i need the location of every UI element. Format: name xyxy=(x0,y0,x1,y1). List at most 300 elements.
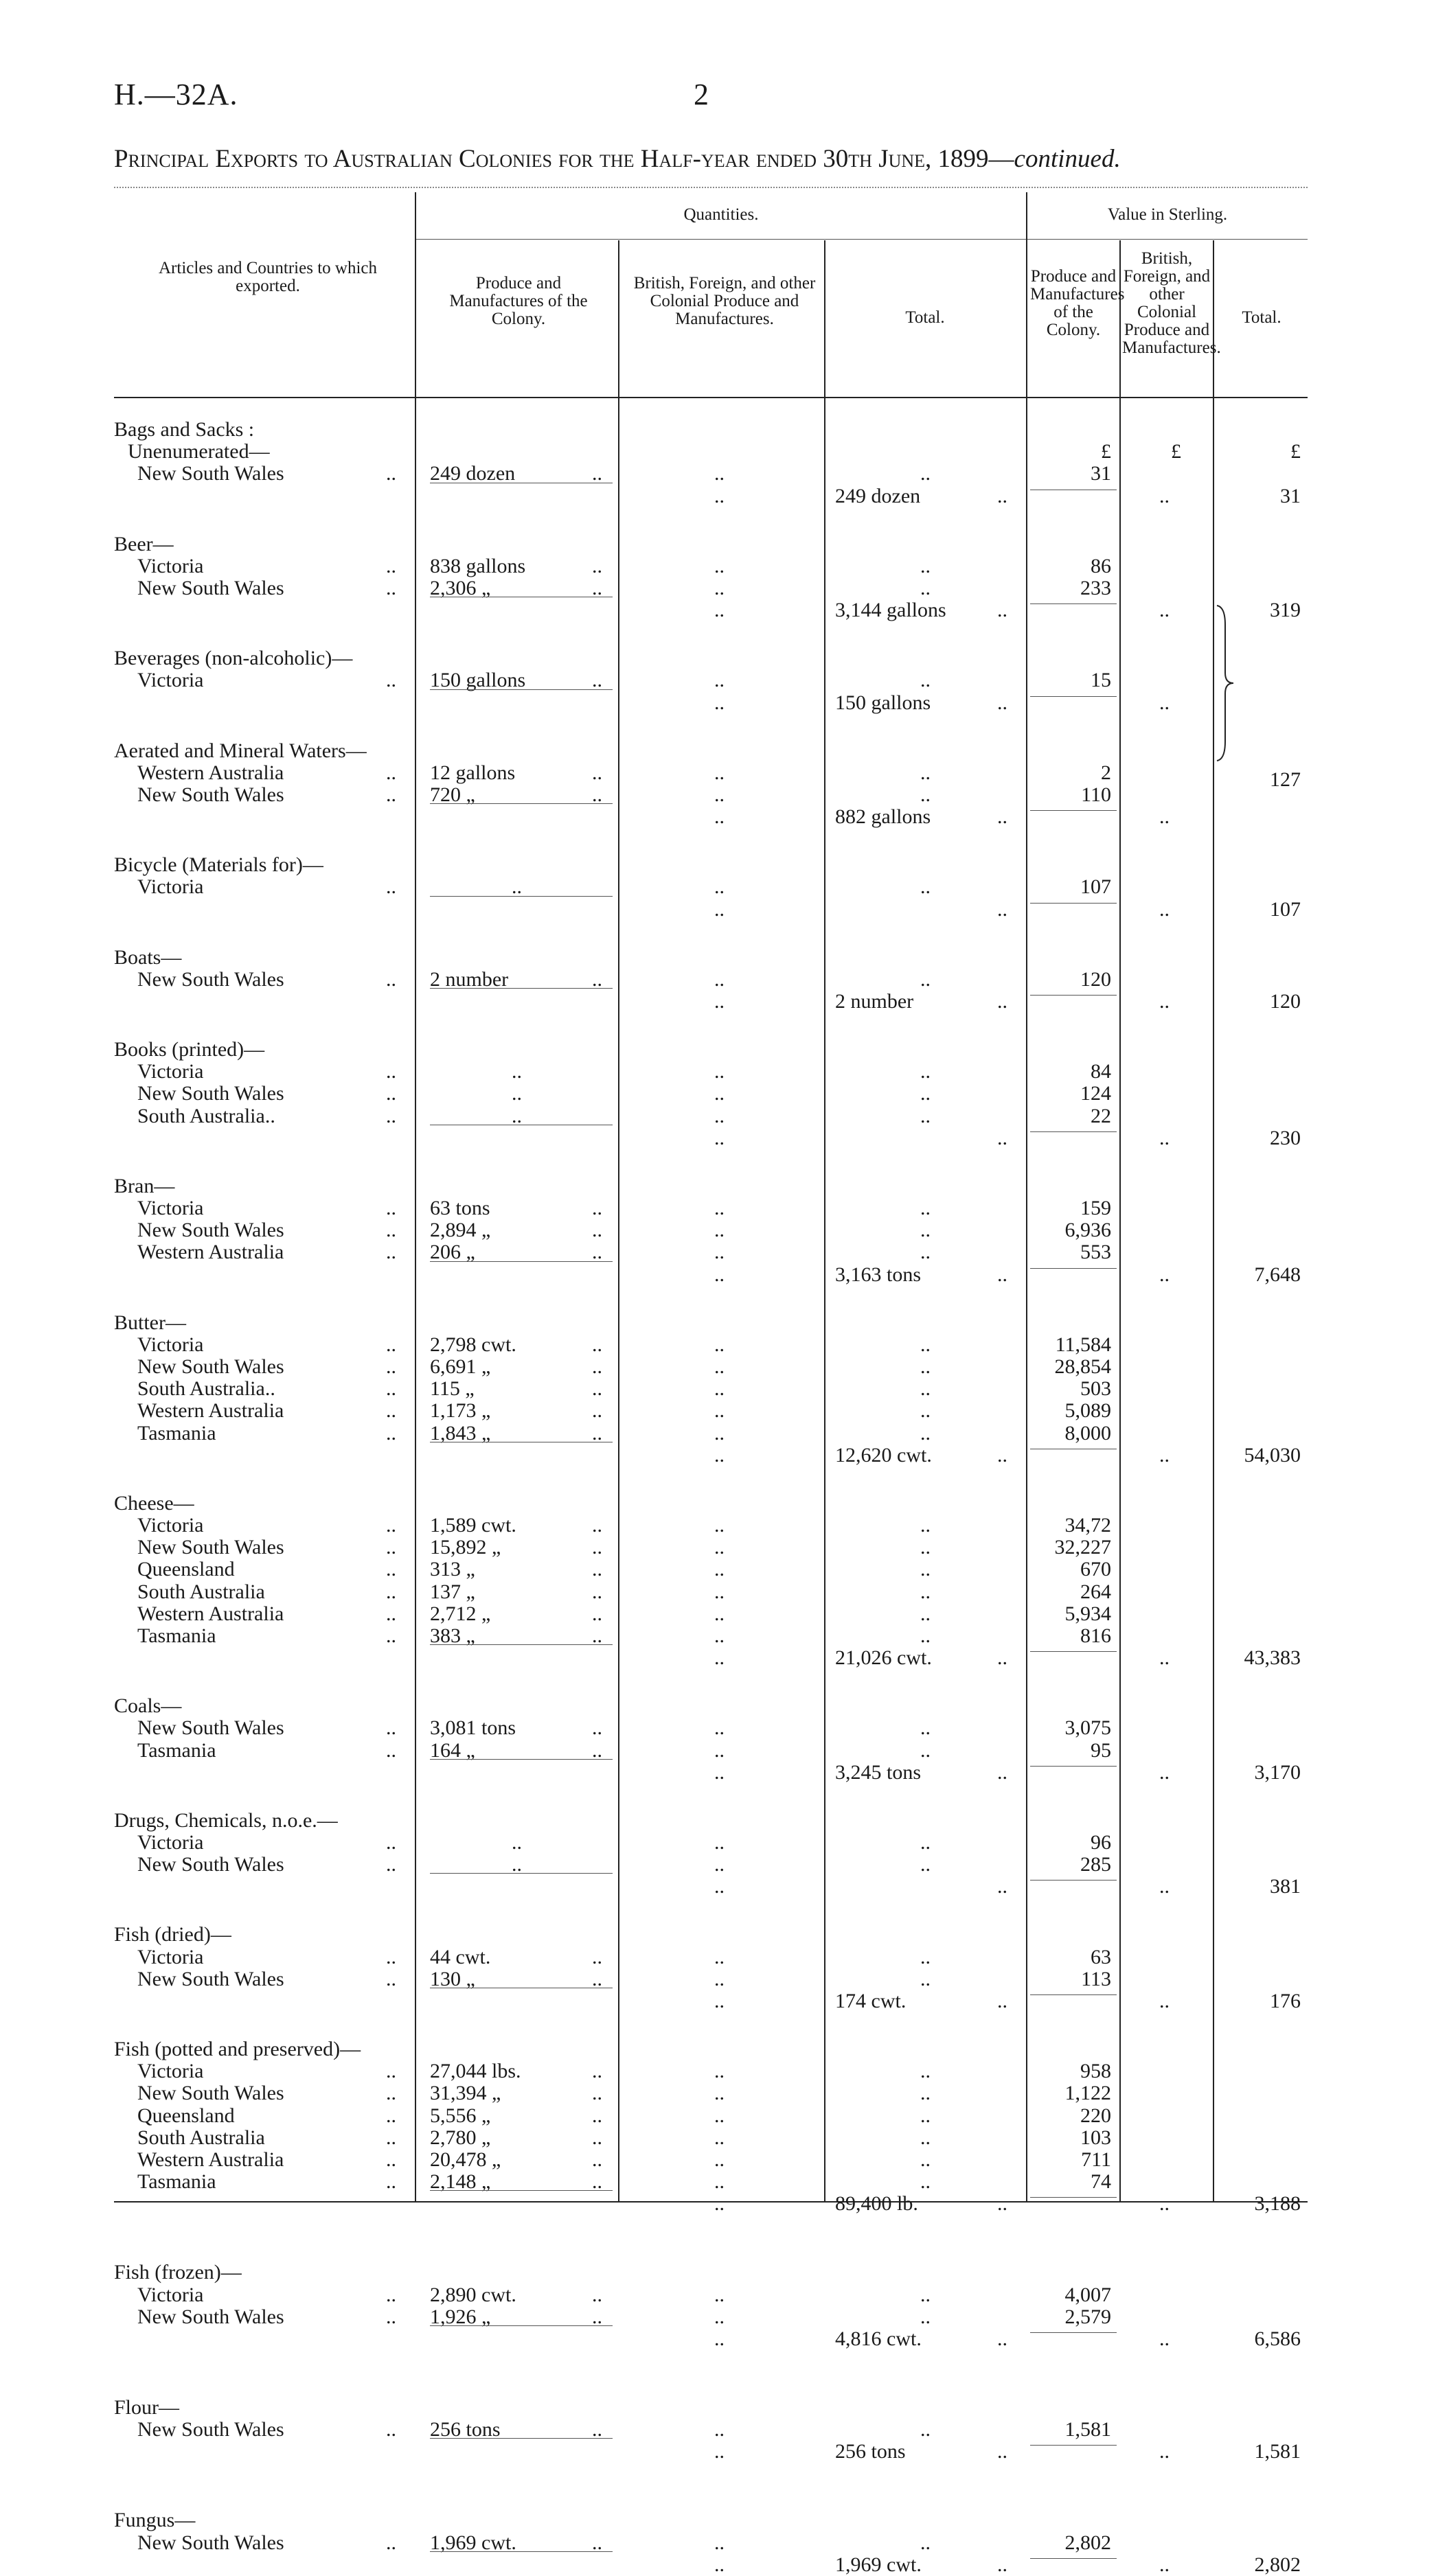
subtotal-rule xyxy=(1030,1766,1117,1767)
country-label: New South Wales xyxy=(137,1967,284,1990)
category-heading: Bran— xyxy=(114,1174,175,1197)
leader-dots: .. xyxy=(386,2170,396,2194)
leader-dots: .. xyxy=(714,2192,725,2216)
country-label: New South Wales xyxy=(137,462,284,485)
leader-dots: .. xyxy=(512,1831,522,1854)
subtotal-rule xyxy=(1030,1651,1117,1652)
value-produce: 95 xyxy=(1091,1738,1111,1762)
category-heading: Unenumerated— xyxy=(128,440,270,463)
country-label: South Australia xyxy=(137,1580,265,1603)
leader-dots: .. xyxy=(714,1624,725,1647)
leader-dots: .. xyxy=(997,484,1007,507)
quantity-produce: 2,780 „ xyxy=(430,2126,491,2149)
value-produce: 84 xyxy=(1091,1060,1111,1083)
leader-dots: .. xyxy=(920,761,931,784)
quantity-produce: 1,843 „ xyxy=(430,1421,491,1445)
subtotal-rule xyxy=(430,1644,613,1645)
quantity-produce: 1,969 cwt. xyxy=(430,2531,516,2554)
leader-dots: .. xyxy=(1159,990,1170,1013)
quantity-produce: 12 gallons xyxy=(430,761,516,784)
country-label: Victoria xyxy=(137,669,204,692)
quantity-produce: 313 „ xyxy=(430,1558,475,1581)
quantity-produce: 249 dozen xyxy=(430,462,516,485)
quantity-total: 12,620 cwt. xyxy=(835,1443,932,1467)
value-produce: 28,854 xyxy=(1054,1355,1111,1378)
value-produce: 120 xyxy=(1080,967,1111,991)
country-label: Victoria xyxy=(137,1945,204,1968)
leader-dots: .. xyxy=(386,1945,396,1968)
leader-dots: .. xyxy=(386,1197,396,1219)
country-label: Victoria xyxy=(137,875,204,899)
subtotal-rule xyxy=(430,896,613,897)
header-articles: Articles and Countries to which exported. xyxy=(159,259,377,295)
leader-dots: .. xyxy=(592,783,602,806)
category-heading: Beverages (non-alcoholic)— xyxy=(114,647,353,670)
subtotal-rule xyxy=(1030,903,1117,904)
leader-dots: .. xyxy=(714,990,725,1013)
leader-dots: .. xyxy=(592,1241,602,1264)
leader-dots: .. xyxy=(920,875,931,899)
leader-dots: .. xyxy=(714,2104,725,2127)
leader-dots: .. xyxy=(920,1580,931,1603)
leader-dots: .. xyxy=(920,2531,931,2554)
leader-dots: .. xyxy=(1159,897,1170,921)
leader-dots: .. xyxy=(592,2126,602,2149)
value-produce: 3,075 xyxy=(1064,1716,1111,1740)
value-produce: 670 xyxy=(1080,1558,1111,1581)
leader-dots: .. xyxy=(592,669,602,692)
header-qty-produce: Produce and Manufactures of the Colony. xyxy=(449,274,588,328)
country-label: New South Wales xyxy=(137,1536,284,1559)
leader-dots: .. xyxy=(714,1126,725,1149)
leader-dots: .. xyxy=(714,1443,725,1467)
quantity-produce: 720 „ xyxy=(430,783,475,806)
country-label: Western Australia xyxy=(137,1241,284,1264)
quantity-total: 3,163 tons xyxy=(835,1263,922,1286)
category-heading: Flour— xyxy=(114,2396,180,2419)
subtotal-rule xyxy=(1030,810,1117,811)
leader-dots: .. xyxy=(920,577,931,599)
value-produce: 22 xyxy=(1091,1104,1111,1127)
quantity-produce: 1,173 „ xyxy=(430,1399,491,1423)
country-label: South Australia xyxy=(137,2126,265,2149)
value-produce: 1,122 xyxy=(1064,2082,1111,2105)
leader-dots: .. xyxy=(386,462,396,485)
leader-dots: .. xyxy=(920,1104,931,1127)
leader-dots: .. xyxy=(386,1853,396,1876)
value-produce: 285 xyxy=(1080,1853,1111,1876)
leader-dots: .. xyxy=(920,1716,931,1740)
category-heading: Coals— xyxy=(114,1694,182,1718)
value-produce: 110 xyxy=(1081,783,1111,806)
leader-dots: .. xyxy=(386,1536,396,1559)
value-produce: 124 xyxy=(1080,1082,1111,1105)
leader-dots: .. xyxy=(1159,1263,1170,1286)
leader-dots: .. xyxy=(386,1399,396,1423)
leader-dots: .. xyxy=(920,1624,931,1647)
leader-dots: .. xyxy=(997,1875,1007,1898)
leader-dots: .. xyxy=(714,875,725,899)
leader-dots: .. xyxy=(592,1421,602,1445)
leader-dots: .. xyxy=(920,2148,931,2171)
leader-dots: .. xyxy=(386,2060,396,2083)
value-produce: 5,089 xyxy=(1064,1399,1111,1423)
country-label: New South Wales xyxy=(137,1853,284,1876)
value-total: 107 xyxy=(1270,897,1301,921)
quantity-total: 256 tons xyxy=(835,2440,906,2463)
subtotal-rule xyxy=(1030,2332,1117,2333)
leader-dots: .. xyxy=(920,2082,931,2105)
leader-dots: .. xyxy=(592,2418,602,2441)
quantity-total: 1,969 cwt. xyxy=(835,2553,922,2576)
quantity-produce: 2,712 „ xyxy=(430,1602,491,1625)
leader-dots: .. xyxy=(714,2060,725,2083)
leader-dots: .. xyxy=(920,1241,931,1264)
quantity-produce: 150 gallons xyxy=(430,669,526,692)
category-heading: Fungus— xyxy=(114,2509,196,2532)
quantity-total: 3,245 tons xyxy=(835,1760,922,1784)
leader-dots: .. xyxy=(997,1263,1007,1286)
quantity-produce: 1,589 cwt. xyxy=(430,1514,516,1537)
leader-dots: .. xyxy=(1159,2553,1170,2576)
leader-dots: .. xyxy=(592,761,602,784)
leader-dots: .. xyxy=(1159,1875,1170,1898)
subtotal-rule xyxy=(1030,2558,1117,2559)
leader-dots: .. xyxy=(592,1558,602,1581)
leader-dots: .. xyxy=(386,967,396,991)
leader-dots: .. xyxy=(920,1945,931,1968)
leader-dots: .. xyxy=(714,1082,725,1105)
value-produce: 553 xyxy=(1080,1241,1111,1264)
leader-dots: .. xyxy=(714,1536,725,1559)
category-heading: Fish (potted and preserved)— xyxy=(114,2038,361,2060)
value-produce: 2,579 xyxy=(1064,2305,1111,2328)
leader-dots: .. xyxy=(592,1580,602,1603)
leader-dots: .. xyxy=(1159,484,1170,507)
value-produce: 5,934 xyxy=(1064,1602,1111,1625)
leader-dots: .. xyxy=(714,1716,725,1740)
leader-dots: .. xyxy=(386,1580,396,1603)
subtotal-rule xyxy=(1030,696,1117,697)
quantity-produce: 63 tons xyxy=(430,1197,490,1219)
quantity-produce: 5,556 „ xyxy=(430,2104,491,2127)
leader-dots: .. xyxy=(714,1333,725,1356)
leader-dots: .. xyxy=(714,761,725,784)
leader-dots: .. xyxy=(920,1831,931,1854)
leader-dots: .. xyxy=(592,2148,602,2171)
subtotal-rule xyxy=(1030,2197,1117,2198)
value-produce: 32,227 xyxy=(1054,1536,1111,1559)
leader-dots: .. xyxy=(592,2170,602,2194)
subtotal-rule xyxy=(430,1759,613,1760)
leader-dots: .. xyxy=(386,1060,396,1083)
category-heading: Fish (dried)— xyxy=(114,1923,231,1946)
quantity-produce: 206 „ xyxy=(430,1241,475,1264)
leader-dots: .. xyxy=(592,1399,602,1423)
leader-dots: .. xyxy=(592,1945,602,1968)
leader-dots: .. xyxy=(386,2082,396,2105)
leader-dots: .. xyxy=(386,1082,396,1105)
quantity-produce: 2,148 „ xyxy=(430,2170,491,2194)
value-produce: 103 xyxy=(1080,2126,1111,2149)
subtotal-rule xyxy=(430,803,613,804)
leader-dots: .. xyxy=(714,691,725,714)
leader-dots: .. xyxy=(920,1060,931,1083)
leader-dots: .. xyxy=(997,2440,1007,2463)
leader-dots: .. xyxy=(714,1241,725,1264)
quantity-produce: 15,892 „ xyxy=(430,1536,501,1559)
value-total: 3,170 xyxy=(1254,1760,1301,1784)
value-produce: 220 xyxy=(1080,2104,1111,2127)
leader-dots: .. xyxy=(920,1197,931,1219)
leader-dots: .. xyxy=(714,2170,725,2194)
quantity-total: 89,400 lb. xyxy=(835,2192,918,2216)
value-total: 43,383 xyxy=(1244,1646,1301,1670)
leader-dots: .. xyxy=(920,1738,931,1762)
leader-dots: .. xyxy=(714,2327,725,2350)
value-produce: 4,007 xyxy=(1064,2283,1111,2306)
country-label: New South Wales xyxy=(137,2305,284,2328)
value-produce: 34,72 xyxy=(1064,1514,1111,1537)
leader-dots: .. xyxy=(714,1580,725,1603)
category-heading: Boats— xyxy=(114,945,182,969)
leader-dots: .. xyxy=(592,2283,602,2306)
country-label: New South Wales xyxy=(137,1355,284,1378)
value-produce: 159 xyxy=(1080,1197,1111,1219)
leader-dots: .. xyxy=(920,1333,931,1356)
country-label: Victoria xyxy=(137,2060,204,2083)
leader-dots: .. xyxy=(920,967,931,991)
leader-dots: .. xyxy=(920,1421,931,1445)
country-label: Tasmania xyxy=(137,2170,216,2194)
pound-sign-british: £ xyxy=(1171,440,1181,463)
leader-dots: .. xyxy=(592,2305,602,2328)
country-label: Western Australia xyxy=(137,1602,284,1625)
leader-dots: .. xyxy=(1159,2440,1170,2463)
category-heading: Butter— xyxy=(114,1311,186,1334)
value-produce: 2 xyxy=(1101,761,1111,784)
leader-dots: .. xyxy=(592,1716,602,1740)
leader-dots: .. xyxy=(592,462,602,485)
subtotal-rule xyxy=(1030,603,1117,604)
leader-dots: .. xyxy=(386,1967,396,1990)
value-produce: 264 xyxy=(1080,1580,1111,1603)
leader-dots: .. xyxy=(714,2305,725,2328)
leader-dots: .. xyxy=(920,1377,931,1401)
value-produce: 816 xyxy=(1080,1624,1111,1647)
value-produce: 2,802 xyxy=(1064,2531,1111,2554)
leader-dots: .. xyxy=(386,1104,396,1127)
subtotal-rule xyxy=(430,988,613,989)
quantity-produce: 6,691 „ xyxy=(430,1355,491,1378)
quantity-produce: 31,394 „ xyxy=(430,2082,501,2105)
leader-dots: .. xyxy=(714,2418,725,2441)
leader-dots: .. xyxy=(714,1263,725,1286)
leader-dots: .. xyxy=(920,669,931,692)
leader-dots: .. xyxy=(714,1104,725,1127)
quantity-produce: 27,044 lbs. xyxy=(430,2060,521,2083)
leader-dots: .. xyxy=(386,1355,396,1378)
value-produce: 96 xyxy=(1091,1831,1111,1854)
leader-dots: .. xyxy=(714,484,725,507)
country-label: New South Wales xyxy=(137,967,284,991)
title-main: Principal Exports to Australian Colonies for the Half-year ended 30th June, 1899— xyxy=(114,145,1014,173)
subtotal-rule xyxy=(1030,1131,1117,1132)
country-label: Queensland xyxy=(137,1558,235,1581)
country-label: New South Wales xyxy=(137,2531,284,2554)
subtotal-rule xyxy=(430,1261,613,1262)
quantity-produce: 115 „ xyxy=(430,1377,475,1401)
leader-dots: .. xyxy=(1159,599,1170,622)
leader-dots: .. xyxy=(920,462,931,485)
country-label: Victoria xyxy=(137,554,204,577)
leader-dots: .. xyxy=(920,1536,931,1559)
header-val-produce: Produce and Manufactures of the Colony. xyxy=(1030,267,1125,339)
value-total: 2,802 xyxy=(1254,2553,1301,2576)
leader-dots: .. xyxy=(920,1355,931,1378)
leader-dots: .. xyxy=(386,2126,396,2149)
leader-dots: .. xyxy=(920,554,931,577)
country-label: Western Australia xyxy=(137,1399,284,1423)
quantity-total: 249 dozen xyxy=(835,484,921,507)
leader-dots: .. xyxy=(512,1853,522,1876)
header-val-total: Total. xyxy=(1242,308,1281,327)
leader-dots: .. xyxy=(997,897,1007,921)
value-total: 54,030 xyxy=(1244,1443,1301,1467)
quantity-produce: 1,926 „ xyxy=(430,2305,491,2328)
leader-dots: .. xyxy=(997,1990,1007,2012)
country-label: Victoria xyxy=(137,2283,204,2306)
quantity-total: 150 gallons xyxy=(835,691,931,714)
leader-dots: .. xyxy=(920,1399,931,1423)
value-produce: 63 xyxy=(1091,1945,1111,1968)
leader-dots: .. xyxy=(386,1241,396,1264)
leader-dots: .. xyxy=(592,1333,602,1356)
leader-dots: .. xyxy=(920,1853,931,1876)
country-label: Western Australia xyxy=(137,761,284,784)
quantity-produce: 137 „ xyxy=(430,1580,475,1603)
leader-dots: .. xyxy=(386,761,396,784)
leader-dots: .. xyxy=(714,1738,725,1762)
value-total: 31 xyxy=(1280,484,1301,507)
leader-dots: .. xyxy=(714,1514,725,1537)
leader-dots: .. xyxy=(714,1990,725,2012)
subtotal-rule xyxy=(1030,1880,1117,1881)
leader-dots: .. xyxy=(386,1219,396,1242)
leader-dots: .. xyxy=(1159,1760,1170,1784)
leader-dots: .. xyxy=(997,691,1007,714)
leader-dots: .. xyxy=(386,2283,396,2306)
country-label: New South Wales xyxy=(137,783,284,806)
leader-dots: .. xyxy=(714,1967,725,1990)
leader-dots: .. xyxy=(714,669,725,692)
leader-dots: .. xyxy=(714,1831,725,1854)
leader-dots: .. xyxy=(714,1219,725,1242)
quantity-produce: 838 gallons xyxy=(430,554,526,577)
leader-dots: .. xyxy=(386,2148,396,2171)
pound-sign-produce: £ xyxy=(1101,440,1111,463)
leader-dots: .. xyxy=(997,1646,1007,1670)
country-label: Tasmania xyxy=(137,1421,216,1445)
leader-dots: .. xyxy=(714,2283,725,2306)
leader-dots: .. xyxy=(386,1333,396,1356)
quantity-produce: 2,890 cwt. xyxy=(430,2283,516,2306)
quantity-produce: 2,798 cwt. xyxy=(430,1333,516,1356)
leader-dots: .. xyxy=(714,1421,725,1445)
leader-dots: .. xyxy=(997,805,1007,829)
country-label: New South Wales xyxy=(137,1716,284,1740)
quantity-produce: 130 „ xyxy=(430,1967,475,1990)
leader-dots: .. xyxy=(592,1355,602,1378)
leader-dots: .. xyxy=(714,1760,725,1784)
value-produce: 8,000 xyxy=(1064,1421,1111,1445)
category-heading: Books (printed)— xyxy=(114,1038,265,1061)
leader-dots: .. xyxy=(920,1558,931,1581)
leader-dots: .. xyxy=(592,1377,602,1401)
country-label: South Australia.. xyxy=(137,1377,275,1401)
country-label: New South Wales xyxy=(137,577,284,599)
leader-dots: .. xyxy=(386,1738,396,1762)
document-reference: H.—32A. xyxy=(114,78,238,111)
leader-dots: .. xyxy=(592,2060,602,2083)
quantity-produce: 3,081 tons xyxy=(430,1716,516,1740)
subtotal-rule xyxy=(430,1873,613,1874)
leader-dots: .. xyxy=(714,2082,725,2105)
leader-dots: .. xyxy=(386,1514,396,1537)
leader-dots: .. xyxy=(920,2418,931,2441)
leader-dots: .. xyxy=(997,1760,1007,1784)
leader-dots: .. xyxy=(920,2170,931,2194)
subtotal-rule xyxy=(1030,2445,1117,2446)
quantity-produce: 2,894 „ xyxy=(430,1219,491,1242)
value-total: 176 xyxy=(1270,1990,1301,2012)
quantity-produce: 20,478 „ xyxy=(430,2148,501,2171)
leader-dots: .. xyxy=(1159,1990,1170,2012)
leader-dots: .. xyxy=(386,2531,396,2554)
leader-dots: .. xyxy=(386,2418,396,2441)
leader-dots: .. xyxy=(1159,1443,1170,1467)
leader-dots: .. xyxy=(592,554,602,577)
leader-dots: .. xyxy=(512,1060,522,1083)
value-total: 120 xyxy=(1270,990,1301,1013)
leader-dots: .. xyxy=(512,1104,522,1127)
country-label: Victoria xyxy=(137,1831,204,1854)
leader-dots: .. xyxy=(997,2327,1007,2350)
leader-dots: .. xyxy=(714,577,725,599)
leader-dots: .. xyxy=(592,1219,602,1242)
leader-dots: .. xyxy=(592,2531,602,2554)
leader-dots: .. xyxy=(386,1624,396,1647)
title-continued: continued. xyxy=(1014,145,1121,173)
leader-dots: .. xyxy=(997,990,1007,1013)
leader-dots: .. xyxy=(386,669,396,692)
quantity-produce: 2 number xyxy=(430,967,509,991)
subtotal-rule xyxy=(1030,995,1117,996)
leader-dots: .. xyxy=(714,1377,725,1401)
leader-dots: .. xyxy=(920,783,931,806)
leader-dots: .. xyxy=(592,1624,602,1647)
value-produce: 107 xyxy=(1080,875,1111,899)
leader-dots: .. xyxy=(386,554,396,577)
leader-dots: .. xyxy=(386,1421,396,1445)
leader-dots: .. xyxy=(920,2126,931,2149)
leader-dots: .. xyxy=(714,1060,725,1083)
country-label: New South Wales xyxy=(137,2082,284,2105)
value-produce: 113 xyxy=(1081,1967,1111,1990)
leader-dots: .. xyxy=(386,1831,396,1854)
leader-dots: .. xyxy=(714,805,725,829)
quantity-total: 174 cwt. xyxy=(835,1990,907,2012)
